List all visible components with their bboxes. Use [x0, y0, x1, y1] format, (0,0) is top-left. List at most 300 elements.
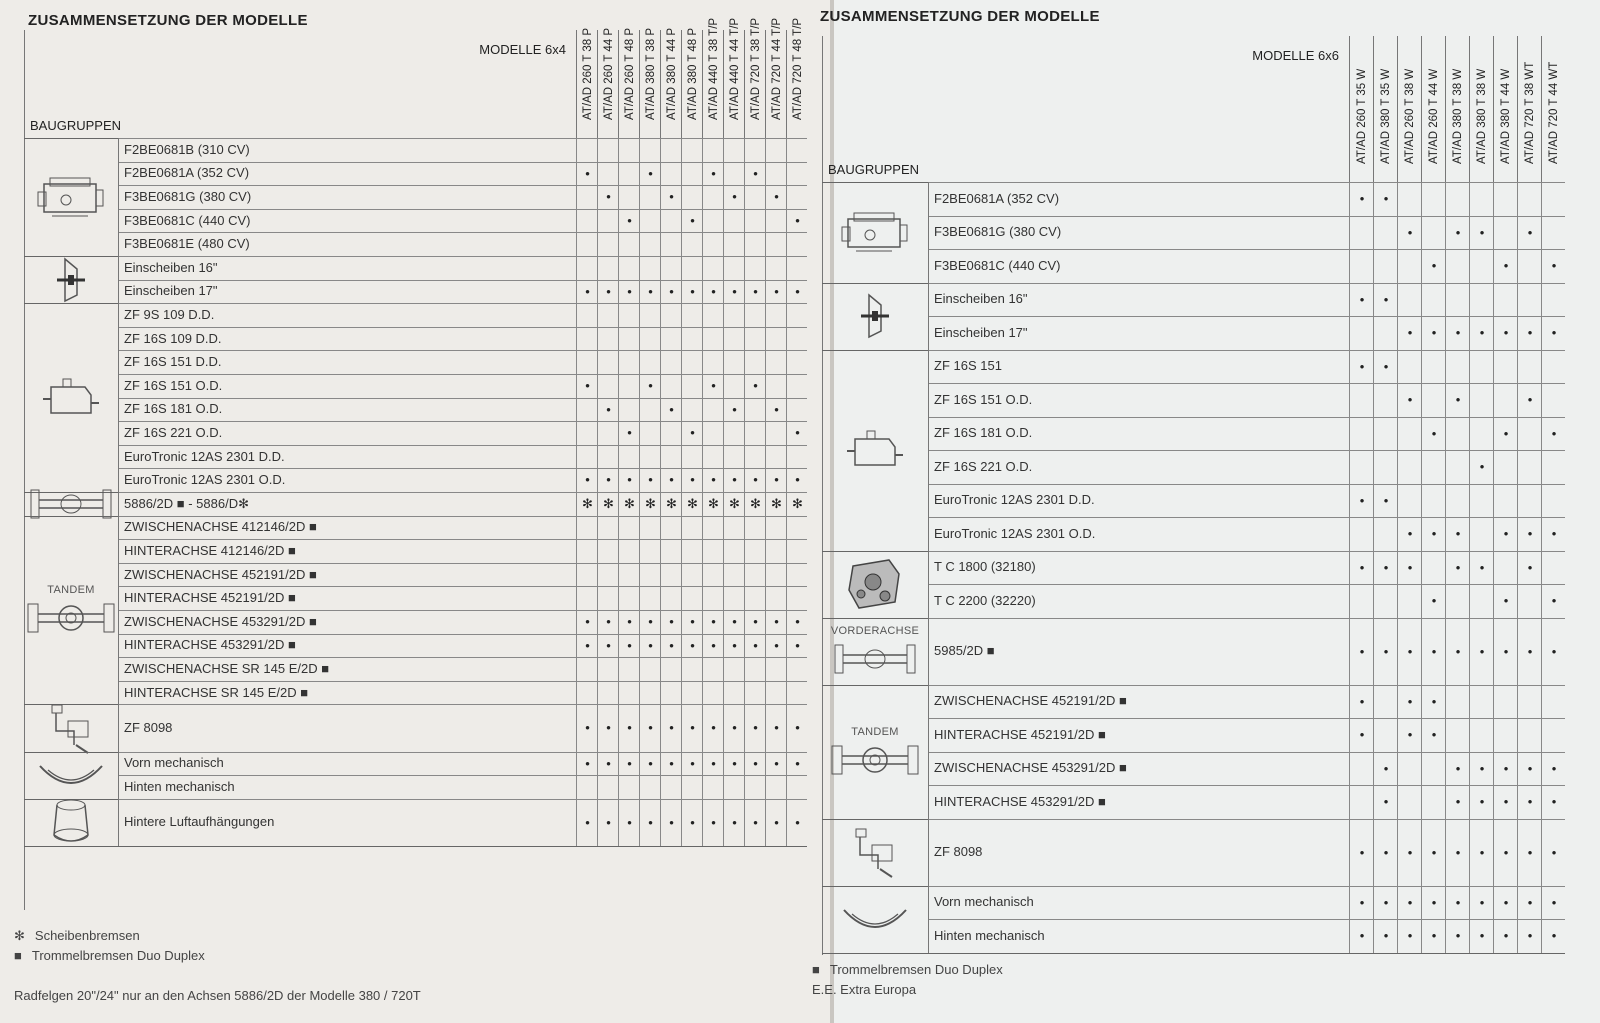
table-cell: ✻: [744, 492, 766, 516]
group-label-divider: [118, 704, 119, 751]
table-cell: [1373, 685, 1398, 719]
engine-icon: [36, 172, 106, 227]
table-cell: [702, 775, 724, 799]
table-cell: [1373, 383, 1398, 417]
table-cell: [786, 374, 808, 398]
table-cell: [1517, 350, 1542, 384]
table-cell: [1445, 350, 1470, 384]
baugruppen-label: BAUGRUPPEN: [30, 118, 122, 133]
table-cell: [723, 445, 745, 469]
table-cell: •: [1445, 216, 1470, 250]
table-cell: •: [597, 398, 619, 422]
table-cell: [1349, 316, 1374, 350]
table-cell: [1541, 283, 1566, 317]
table-row: [118, 209, 807, 233]
row-label: ZF 16S 181 O.D.: [934, 425, 1033, 441]
table-cell: •: [1373, 350, 1398, 384]
table-cell: [1469, 350, 1494, 384]
table-cell: •: [765, 398, 787, 422]
table-cell: [1517, 249, 1542, 283]
table-cell: [1421, 283, 1446, 317]
table-cell: [639, 775, 661, 799]
table-cell: [765, 232, 787, 256]
table-cell: •: [1541, 752, 1566, 786]
table-cell: [744, 586, 766, 610]
table-cell: [1493, 450, 1518, 484]
table-cell: •: [765, 799, 787, 846]
table-cell: [597, 516, 619, 540]
clutch-icon: [51, 255, 91, 310]
table-cell: [576, 539, 598, 563]
row-label: ZWISCHENACHSE SR 145 E/2D ■: [124, 660, 330, 676]
table-cell: [618, 563, 640, 587]
table-row: [928, 283, 1565, 317]
table-cell: [576, 138, 598, 162]
table-cell: [723, 563, 745, 587]
table-cell: •: [618, 610, 640, 634]
column-header: [681, 27, 703, 138]
table-cell: [639, 350, 661, 374]
table-cell: [723, 681, 745, 705]
table-cell: [765, 350, 787, 374]
table-row: [928, 316, 1565, 350]
row-label: Einscheiben 17": [124, 283, 218, 299]
legend-item: [14, 928, 140, 944]
row-label: T C 2200 (32220): [934, 592, 1036, 608]
table-row: [118, 775, 807, 799]
table-cell: •: [1349, 718, 1374, 752]
table-cell: [744, 445, 766, 469]
table-left-border: [24, 30, 25, 910]
table-row: [118, 704, 807, 751]
table-cell: [1373, 584, 1398, 618]
gearbox-icon: [845, 425, 905, 480]
page-title: ZUSAMMENSETZUNG DER MODELLE: [28, 12, 308, 29]
table-cell: [1445, 584, 1470, 618]
row-label: Einscheiben 17": [934, 324, 1028, 340]
row-label: F3BE0681E (480 CV): [124, 236, 250, 252]
table-cell: [723, 232, 745, 256]
table-cell: [723, 256, 745, 280]
table-cell: •: [786, 704, 808, 751]
table-cell: ✻: [618, 492, 640, 516]
row-label: 5985/2D ■: [934, 643, 995, 658]
table-cell: [1397, 752, 1422, 786]
column-header: [639, 27, 661, 138]
table-cell: [639, 421, 661, 445]
transfer-case-icon: [845, 556, 905, 617]
table-cell: •: [1421, 249, 1446, 283]
table-cell: [1397, 350, 1422, 384]
table-row: [928, 484, 1565, 518]
table-cell: •: [618, 634, 640, 658]
table-row: [118, 445, 807, 469]
table-row: [118, 468, 807, 492]
table-cell: •: [723, 280, 745, 304]
table-cell: [1517, 685, 1542, 719]
row-label: HINTERACHSE 453291/2D ■: [934, 793, 1106, 809]
row-label: Hintere Luftaufhängungen: [124, 814, 275, 830]
row-label: T C 1800 (32180): [934, 559, 1036, 575]
table-cell: •: [1349, 484, 1374, 518]
table-cell: [765, 563, 787, 587]
group-label-divider: [928, 551, 929, 618]
table-cell: •: [618, 704, 640, 751]
table-cell: •: [576, 799, 598, 846]
baugruppen-label: BAUGRUPPEN: [828, 162, 920, 177]
table-cell: [765, 421, 787, 445]
table-cell: •: [1541, 886, 1566, 920]
table-cell: •: [1349, 618, 1374, 685]
table-cell: [1493, 350, 1518, 384]
table-cell: [639, 516, 661, 540]
table-cell: •: [1541, 249, 1566, 283]
table-row: [928, 450, 1565, 484]
table-cell: •: [639, 752, 661, 776]
table-cell: •: [597, 185, 619, 209]
table-row: [118, 516, 807, 540]
row-label: ZWISCHENACHSE 453291/2D ■: [124, 613, 317, 629]
table-cell: •: [1397, 886, 1422, 920]
table-cell: •: [660, 468, 682, 492]
table-cell: [681, 232, 703, 256]
table-row: [928, 216, 1565, 250]
table-cell: [1397, 249, 1422, 283]
table-cell: •: [618, 209, 640, 233]
table-cell: [702, 421, 724, 445]
group-caption: TANDEM: [47, 584, 95, 596]
table-cell: [786, 350, 808, 374]
table-cell: •: [618, 421, 640, 445]
table-cell: [660, 162, 682, 186]
table-cell: [1397, 584, 1422, 618]
steering-icon: [850, 825, 900, 884]
table-cell: [1493, 551, 1518, 585]
table-cell: [597, 138, 619, 162]
table-cell: [639, 256, 661, 280]
table-cell: •: [1445, 517, 1470, 551]
table-cell: [1373, 316, 1398, 350]
table-cell: •: [1517, 517, 1542, 551]
table-row: [928, 819, 1565, 886]
table-cell: [1541, 551, 1566, 585]
table-cell: [597, 775, 619, 799]
row-label: F2BE0681B (310 CV): [124, 141, 250, 157]
column-header-label: AT/AD 260 T 35 W: [1356, 68, 1368, 164]
table-row: [118, 681, 807, 705]
table-cell: [744, 138, 766, 162]
row-label: ZWISCHENACHSE 412146/2D ■: [124, 519, 317, 535]
leaf-spring-icon: [840, 904, 910, 939]
table-cell: •: [702, 374, 724, 398]
table-cell: [576, 445, 598, 469]
table-cell: [765, 539, 787, 563]
table-cell: ✻: [639, 492, 661, 516]
table-row: [118, 185, 807, 209]
table-cell: •: [1421, 618, 1446, 685]
row-label: ZF 16S 151: [934, 358, 1002, 374]
table-cell: •: [765, 634, 787, 658]
table-cell: •: [660, 185, 682, 209]
table-cell: [702, 185, 724, 209]
table-cell: •: [1397, 216, 1422, 250]
row-label: ZF 16S 181 O.D.: [124, 401, 223, 417]
table-cell: [576, 256, 598, 280]
table-cell: [723, 657, 745, 681]
column-header-label: AT/AD 380 T 38 P: [644, 27, 657, 120]
table-cell: •: [702, 799, 724, 846]
table-cell: •: [1445, 785, 1470, 819]
row-label: Einscheiben 16": [934, 291, 1028, 307]
clutch-icon: [855, 291, 895, 346]
table-cell: ✻: [702, 492, 724, 516]
table-cell: •: [786, 209, 808, 233]
column-header: [1469, 36, 1494, 182]
table-cell: [723, 303, 745, 327]
table-cell: •: [1541, 316, 1566, 350]
table-cell: •: [744, 752, 766, 776]
table-cell: •: [1445, 752, 1470, 786]
table-cell: [702, 327, 724, 351]
table-cell: •: [1493, 752, 1518, 786]
table-cell: •: [723, 799, 745, 846]
table-cell: [681, 398, 703, 422]
table-row: [928, 886, 1565, 920]
table-cell: [576, 185, 598, 209]
column-header: [660, 27, 682, 138]
table-row: [118, 327, 807, 351]
table-cell: •: [576, 704, 598, 751]
table-cell: •: [765, 704, 787, 751]
table-cell: •: [786, 634, 808, 658]
table-cell: [723, 162, 745, 186]
row-label: ZF 16S 109 D.D.: [124, 330, 222, 346]
table-cell: •: [1493, 819, 1518, 886]
table-cell: [597, 256, 619, 280]
table-cell: •: [1349, 685, 1374, 719]
table-row: [928, 551, 1565, 585]
table-cell: •: [1421, 718, 1446, 752]
table-cell: •: [723, 634, 745, 658]
table-cell: [576, 232, 598, 256]
table-cell: •: [1397, 316, 1422, 350]
group-label-divider: [928, 685, 929, 819]
table-cell: [681, 327, 703, 351]
legend-symbol: ✻: [14, 928, 25, 943]
table-cell: [702, 350, 724, 374]
group-label-divider: [928, 618, 929, 685]
column-header: [1397, 36, 1422, 182]
table-cell: •: [1421, 685, 1446, 719]
table-cell: [1421, 350, 1446, 384]
table-cell: [744, 327, 766, 351]
table-cell: [618, 374, 640, 398]
table-cell: •: [618, 468, 640, 492]
table-cell: [1397, 417, 1422, 451]
table-cell: •: [744, 280, 766, 304]
table-row: [118, 303, 807, 327]
row-label: Vorn mechanisch: [124, 755, 224, 771]
table-cell: •: [786, 421, 808, 445]
tandem-axle-icon: [830, 742, 920, 783]
table-cell: ✻: [765, 492, 787, 516]
table-cell: [597, 657, 619, 681]
table-cell: •: [1397, 685, 1422, 719]
table-cell: [576, 398, 598, 422]
table-cell: •: [1349, 919, 1374, 953]
table-cell: [660, 516, 682, 540]
table-cell: •: [744, 610, 766, 634]
table-cell: •: [681, 209, 703, 233]
table-row: [928, 718, 1565, 752]
table-cell: [1469, 383, 1494, 417]
table-cell: •: [786, 752, 808, 776]
table-cell: [1349, 517, 1374, 551]
table-cell: [786, 657, 808, 681]
table-cell: •: [702, 280, 724, 304]
table-cell: •: [1445, 383, 1470, 417]
table-cell: [1373, 517, 1398, 551]
table-cell: •: [660, 799, 682, 846]
table-bottom-border: [24, 846, 807, 847]
column-header-label: AT/AD 720 T 44 WT: [1548, 61, 1560, 164]
table-cell: •: [1517, 919, 1542, 953]
table-cell: ✻: [786, 492, 808, 516]
table-cell: [1349, 249, 1374, 283]
row-label: 5886/2D ■ - 5886/D✻: [124, 495, 249, 511]
table-cell: [1469, 249, 1494, 283]
table-cell: •: [1469, 216, 1494, 250]
table-cell: •: [618, 799, 640, 846]
table-left-border: [822, 36, 823, 955]
column-header-label: AT/AD 380 T 44 P: [665, 27, 678, 120]
row-label: Vorn mechanisch: [934, 894, 1034, 910]
table-cell: •: [660, 280, 682, 304]
table-cell: •: [660, 704, 682, 751]
table-cell: •: [1373, 886, 1398, 920]
table-cell: [1421, 752, 1446, 786]
table-cell: [1445, 182, 1470, 216]
row-label: F2BE0681A (352 CV): [934, 190, 1060, 206]
table-cell: [639, 138, 661, 162]
column-header-label: AT/AD 260 T 44 W: [1428, 68, 1440, 164]
table-cell: [660, 586, 682, 610]
table-cell: [1349, 584, 1374, 618]
table-row: [928, 785, 1565, 819]
table-cell: •: [1445, 618, 1470, 685]
row-label: ZF 16S 221 O.D.: [934, 458, 1033, 474]
table-cell: •: [660, 634, 682, 658]
table-cell: [744, 303, 766, 327]
table-cell: [765, 138, 787, 162]
table-cell: •: [639, 799, 661, 846]
table-cell: [660, 657, 682, 681]
column-header: [1493, 36, 1518, 182]
column-header-label: AT/AD 720 T 38 T/P: [749, 17, 762, 120]
table-cell: [1541, 685, 1566, 719]
table-cell: •: [786, 610, 808, 634]
table-cell: •: [639, 468, 661, 492]
table-cell: [618, 185, 640, 209]
table-cell: [1445, 450, 1470, 484]
table-cell: [597, 681, 619, 705]
column-header: [765, 17, 787, 138]
table-cell: •: [1373, 819, 1398, 886]
table-cell: [723, 516, 745, 540]
table-cell: •: [681, 704, 703, 751]
table-cell: [1541, 216, 1566, 250]
table-cell: [765, 775, 787, 799]
column-header: [1373, 36, 1398, 182]
table-cell: [786, 327, 808, 351]
table-cell: •: [597, 634, 619, 658]
table-cell: [744, 232, 766, 256]
row-label: ZF 8098: [934, 844, 983, 859]
row-label: ZF 16S 221 O.D.: [124, 424, 223, 440]
column-header: [1349, 36, 1374, 182]
table-cell: •: [744, 704, 766, 751]
table-cell: •: [1373, 618, 1398, 685]
table-cell: [1373, 417, 1398, 451]
column-header: [723, 17, 745, 138]
table-cell: •: [1349, 886, 1374, 920]
table-cell: [786, 563, 808, 587]
table-cell: [1397, 450, 1422, 484]
row-label: HINTERACHSE 412146/2D ■: [124, 542, 296, 558]
table-cell: •: [1493, 785, 1518, 819]
table-cell: [660, 563, 682, 587]
table-cell: •: [1469, 752, 1494, 786]
group-label-divider: [118, 256, 119, 303]
row-label: HINTERACHSE 452191/2D ■: [934, 726, 1106, 742]
table-row: [928, 249, 1565, 283]
table-cell: •: [1469, 551, 1494, 585]
table-row: [118, 539, 807, 563]
table-cell: [744, 775, 766, 799]
table-cell: •: [1493, 886, 1518, 920]
table-cell: •: [1349, 283, 1374, 317]
table-cell: [576, 775, 598, 799]
table-cell: [660, 445, 682, 469]
table-cell: •: [1373, 283, 1398, 317]
table-cell: •: [576, 374, 598, 398]
table-cell: [576, 303, 598, 327]
table-cell: [1373, 216, 1398, 250]
table-cell: [597, 563, 619, 587]
legend-symbol: ■: [14, 948, 22, 963]
table-cell: [1493, 718, 1518, 752]
table-cell: [1397, 785, 1422, 819]
table-cell: [681, 681, 703, 705]
table-cell: •: [1421, 517, 1446, 551]
column-header-label: AT/AD 380 T 38 W: [1476, 68, 1488, 164]
table-cell: •: [1469, 886, 1494, 920]
table-cell: •: [1373, 182, 1398, 216]
table-cell: [1469, 584, 1494, 618]
legend-text: Trommelbremsen Duo Duplex: [31, 948, 205, 963]
table-row: [118, 563, 807, 587]
table-cell: •: [576, 468, 598, 492]
table-cell: [681, 162, 703, 186]
row-label: EuroTronic 12AS 2301 D.D.: [934, 492, 1095, 508]
table-row: [118, 138, 807, 162]
table-cell: [618, 681, 640, 705]
table-cell: [681, 586, 703, 610]
table-cell: •: [1493, 316, 1518, 350]
table-cell: •: [1517, 551, 1542, 585]
table-cell: •: [723, 398, 745, 422]
table-cell: [639, 586, 661, 610]
